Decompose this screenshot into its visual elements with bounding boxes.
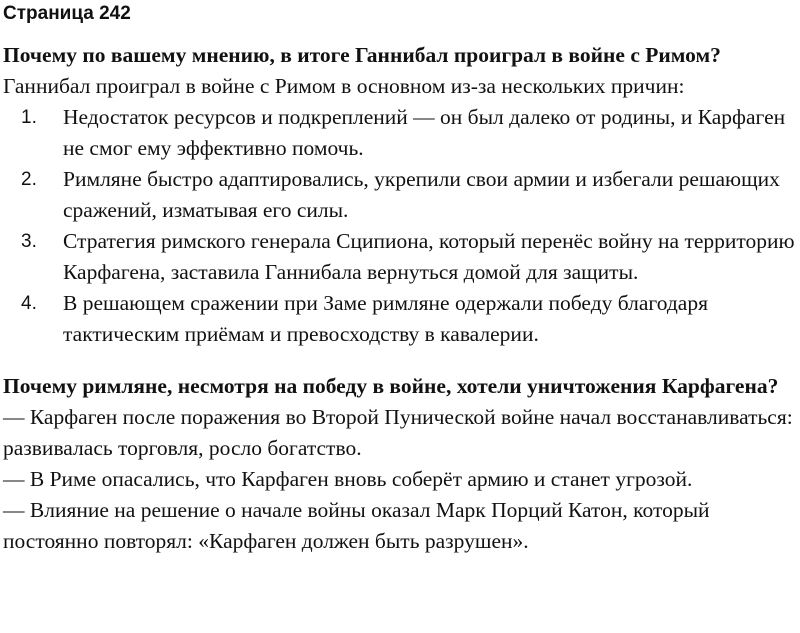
answer-line: — В Риме опасались, что Карфаген вновь соберёт армию и станет угрозой.: [3, 467, 693, 491]
answer-intro: Ганнибал проиграл в войне с Римом в основном из-за нескольких причин:: [3, 74, 685, 98]
list-item-text: Недостаток ресурсов и подкреплений — он был далеко от родины, и Карфаген не смог ему эффективно помочь.: [63, 105, 786, 160]
list-item-number: 2.: [21, 169, 37, 190]
question-2: Почему римляне, несмотря на победу в войне, хотели уничтожения Карфагена?: [3, 374, 779, 398]
list-item-number: 3.: [21, 231, 37, 252]
answer-line: — Влияние на решение о начале войны оказал Марк Порций Катон, который постоянно повторял: «Карфаген должен быть разрушен».: [3, 498, 710, 553]
question-1: Почему по вашему мнению, в итоге Ганнибал проиграл в войне с Римом?: [3, 43, 721, 67]
list-item-text: Римляне быстро адаптировались, укрепили свои армии и избегали решающих сражений, изматывая его силы.: [63, 167, 780, 222]
answer-line: — Карфаген после поражения во Второй Пунической войне начал восстанавливаться: развивалась торговля, росло богатство.: [3, 405, 793, 460]
list-item: [3, 288, 798, 350]
list-item-number: 1.: [21, 107, 37, 128]
section-spacer: [3, 350, 798, 371]
list-item: [3, 164, 798, 226]
list-item: [3, 226, 798, 288]
list-item-number: 4.: [21, 293, 37, 314]
page-label: Страница 242: [3, 3, 131, 24]
reasons-list: [3, 102, 798, 350]
list-item-text: В решающем сражении при Заме римляне одержали победу благодаря тактическим приёмам и превосходству в кавалерии.: [63, 291, 708, 346]
content: [3, 40, 798, 557]
list-item: [3, 102, 798, 164]
list-item-text: Стратегия римского генерала Сципиона, который перенёс войну на территорию Карфагена, заставила Ганнибала вернуться домой для защиты.: [63, 229, 795, 284]
